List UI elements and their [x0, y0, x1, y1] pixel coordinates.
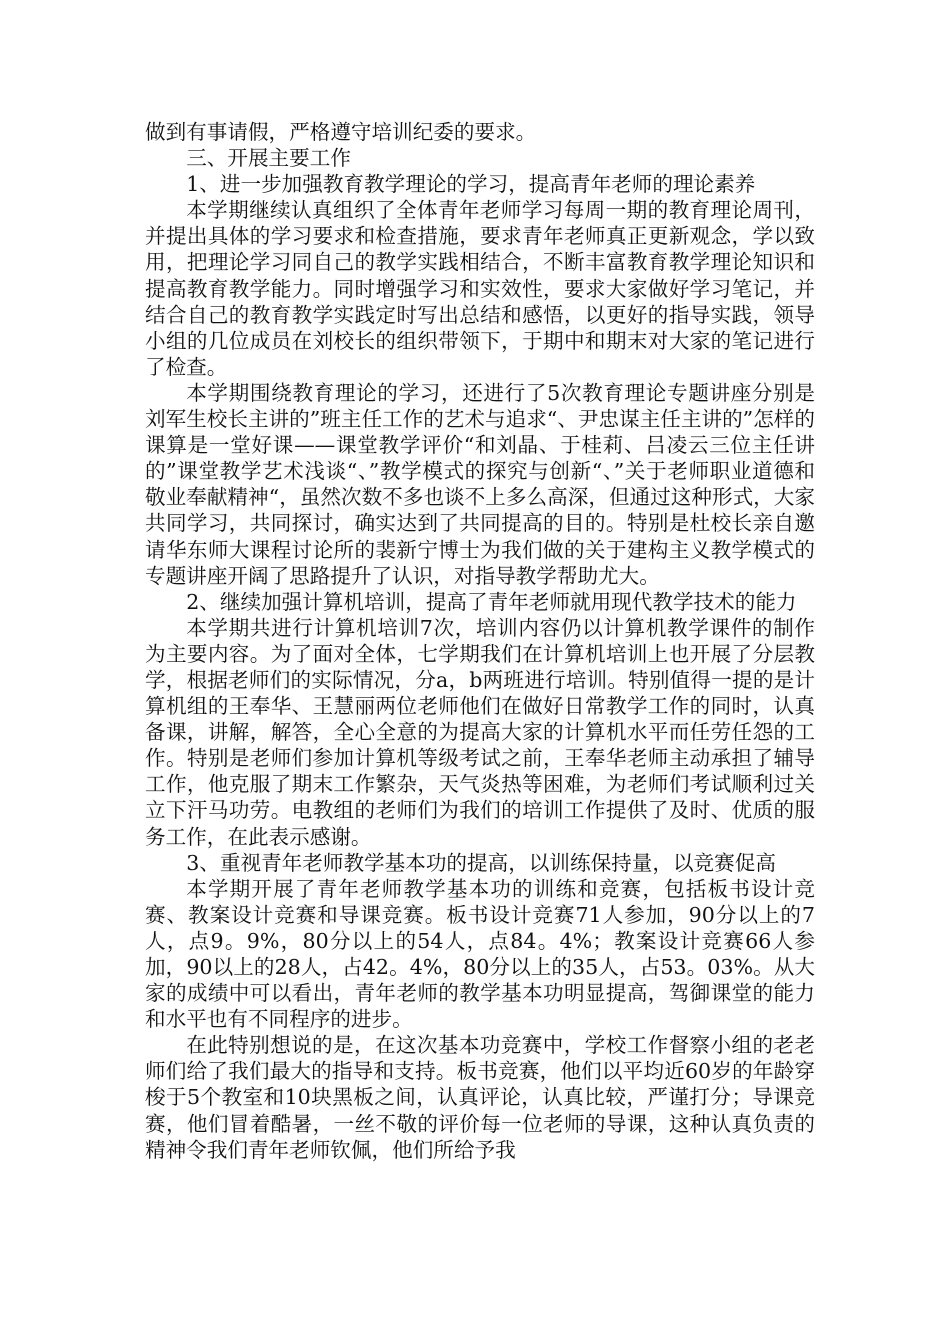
paragraph-lectures: 本学期围绕教育理论的学习，还进行了5次教育理论专题讲座分别是刘军生校长主讲的”班主任工作的艺术与追求“、尹忠谋主任主讲的”怎样的课算是一堂好课——课堂教学评价“和刘晶、于桂莉、吕凌云三位主任讲的”课堂教学艺术浅谈“、”教学模式的探究与创新“、”关于老师职业道德和敬业奉献精神“，虽然次数不多也谈不上多么高深，但通过这种形式，大家共同学习，共同探讨，确实达到了共同提高的目的。特别是杜校长亲自邀请华东师大课程讨论所的裴新宁博士为我们做的关于建构主义教学模式的专题讲座开阔了思路提升了认识，对指导教学帮助尤大。 — [145, 380, 815, 588]
paragraph-opening: 做到有事请假，严格遵守培训纪委的要求。 — [145, 120, 537, 144]
paragraph-theory-study: 本学期继续认真组织了全体青年老师学习每周一期的教育理论周刊，并提出具体的学习要求和检查措施，要求青年老师真正更新观念，学以致用，把理论学习同自己的教学实践相结合，不断丰富教育教学理论知识和提高教育教学能力。同时增强学习和实效性，要求大家做好学习笔记，并结合自己的教育教学实践定时写出总结和感悟，以更好的指导实践，领导小组的几位成员在刘校长的组织带领下，于期中和期末对大家的笔记进行了检查。 — [145, 198, 815, 379]
subsection-heading-2: 2、继续加强计算机培训，提高了青年老师就用现代教学技术的能力 — [186, 589, 797, 614]
subsection-heading-3: 3、重视青年老师教学基本功的提高，以训练保持量，以竞赛促高 — [186, 850, 776, 875]
paragraph-competition-results: 本学期开展了青年老师教学基本功的训练和竞赛，包括板书设计竞赛、教案设计竞赛和导课竞赛。板书设计竞赛71人参加，90分以上的7人，点9。9%，80分以上的54人，点84。4%；教案设计竞赛66人参加，90以上的28人，占42。4%，80分以上的35人，占53。03%。从大家的成绩中可以看出，青年老师的教学基本功明显提高，驾御课堂的能力和水平也有不同程序的进步。 — [145, 876, 815, 1032]
subsection-heading-1: 1、进一步加强教育教学理论的学习，提高青年老师的理论素养 — [186, 172, 756, 197]
document-body — [145, 119, 815, 1163]
paragraph-computer-training: 本学期共进行计算机培训7次，培训内容仍以计算机教学课件的制作为主要内容。为了面对全体，七学期我们在计算机培训上也开展了分层教学，根据老师们的实际情况，分a，b两班进行培训。特别值得一提的是计算机组的王奉华、王慧丽两位老师他们在做好日常教学工作的同时，认真备课，讲解，解答，全心全意的为提高大家的计算机水平而任劳任怨的工作。特别是老师们参加计算机等级考试之前，王奉华老师主动承担了辅导工作，他克服了期末工作繁杂，天气炎热等困难，为老师们考试顺利过关立下汗马功劳。电教组的老师们为我们的培训工作提供了及时、优质的服务工作，在此表示感谢。 — [145, 615, 815, 849]
paragraph-thanks: 在此特别想说的是，在这次基本功竞赛中，学校工作督察小组的老老师们给了我们最大的指导和支持。板书竞赛，他们以平均近60岁的年龄穿梭于5个教室和10块黑板之间，认真评论，认真比较，严谨打分；导课竞赛，他们冒着酷暑，一丝不敬的评价每一位老师的导课，这种认真负责的精神令我们青年老师钦佩，他们所给予我 — [145, 1033, 815, 1162]
section-heading: 三、开展主要工作 — [186, 146, 351, 171]
